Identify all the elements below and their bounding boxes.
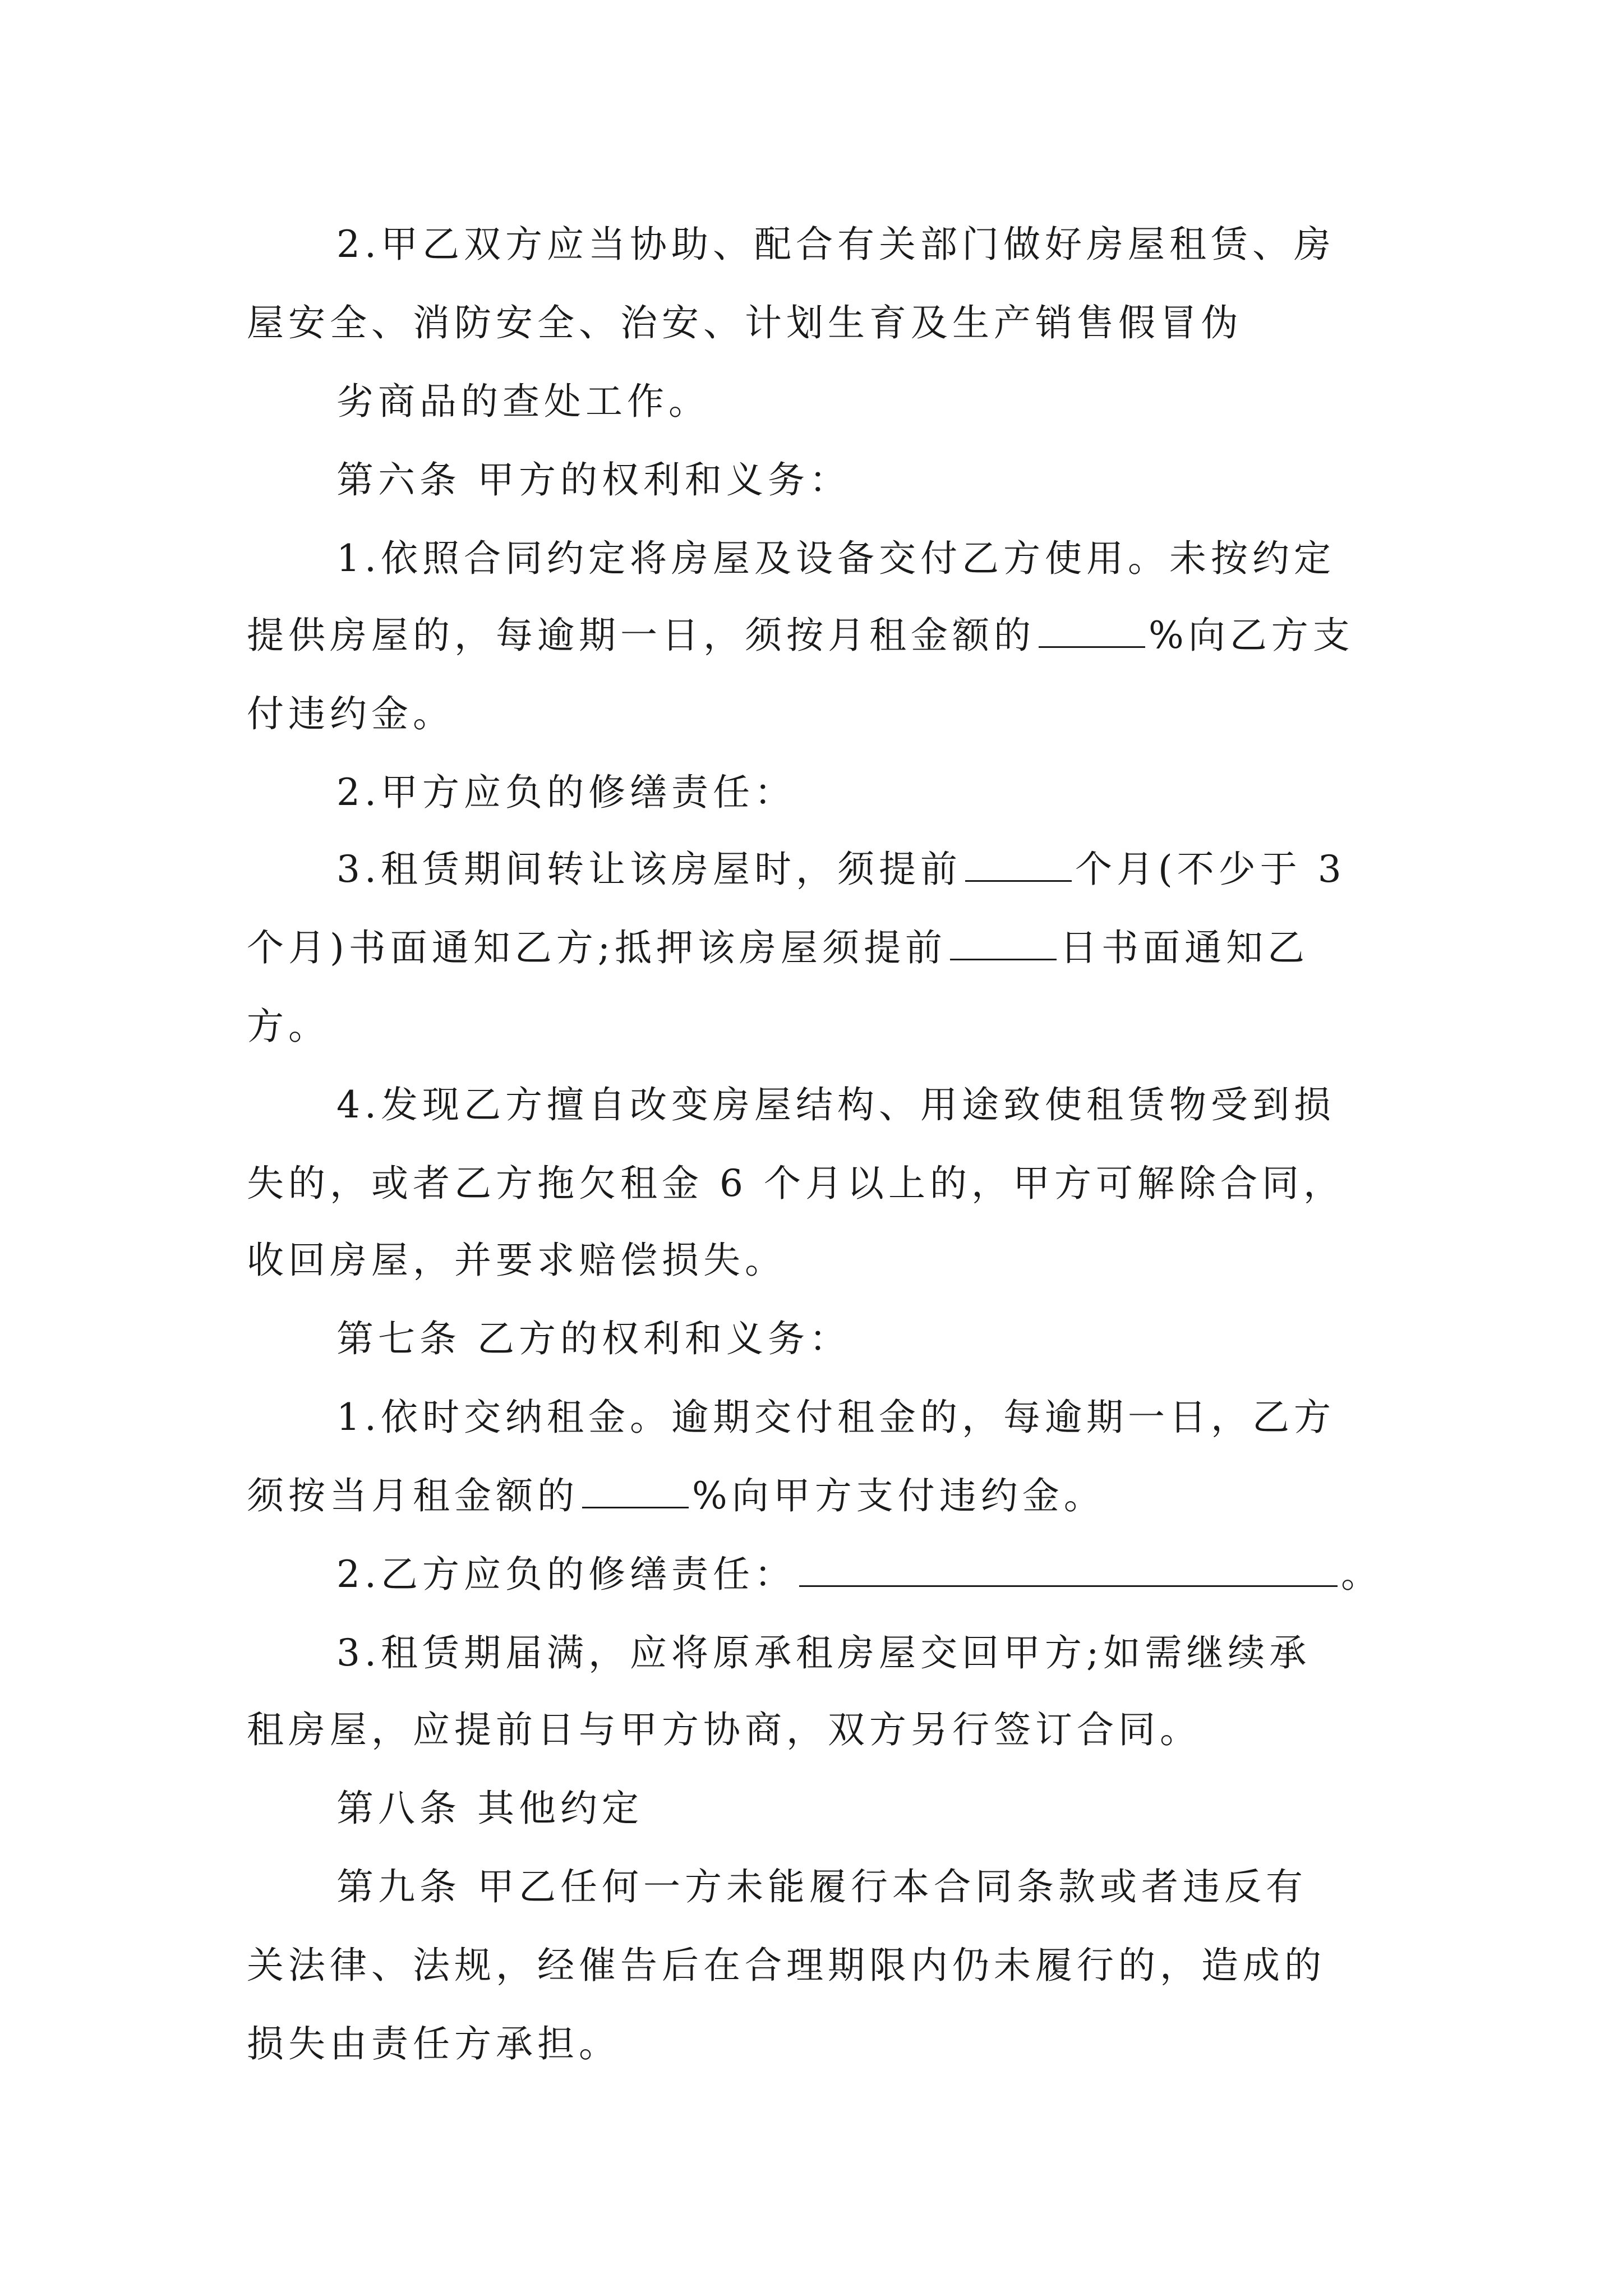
text-line: 关法律、法规，经催告后在合理期限内仍未履行的，造成的 [247, 1944, 1326, 1987]
text-line [247, 608, 1354, 664]
text-line: 租房屋，应提前日与甲方协商，双方另行签订合同。 [247, 1708, 1201, 1751]
text-segment: 日书面通知乙 [1060, 926, 1309, 969]
blank-field [582, 1472, 689, 1508]
text-line: 1.依照合同约定将房屋及设备交付乙方使用。未按约定 [336, 537, 1335, 580]
text-segment: 个月(不少于 3 [1075, 848, 1346, 891]
text-line: 2.甲方应负的修缮责任： [336, 771, 796, 814]
text-line: 付违约金。 [247, 692, 454, 735]
text-line: 方。 [247, 1005, 330, 1048]
text-segment: 2.乙方应负的修缮责任： [336, 1553, 796, 1596]
text-line: 2.甲乙双方应当协助、配合有关部门做好房屋租赁、房 [336, 223, 1335, 266]
text-segment: 3.租赁期间转让该房屋时，须提前 [336, 848, 962, 891]
text-line [247, 920, 1309, 976]
text-line: 劣商品的查处工作。 [336, 380, 710, 423]
section-heading: 第八条 其他约定 [336, 1787, 643, 1830]
text-line [247, 1468, 1105, 1524]
text-segment: 。 [1340, 1553, 1382, 1596]
blank-field [950, 924, 1057, 960]
section-heading: 第九条 甲乙任何一方未能履行本合同条款或者违反有 [336, 1865, 1307, 1908]
blank-field [965, 845, 1072, 882]
text-line: 失的，或者乙方拖欠租金 6 个月以上的，甲方可解除合同， [247, 1162, 1345, 1205]
text-line: 损失由责任方承担。 [247, 2022, 620, 2065]
text-line: 屋安全、消防安全、治安、计划生育及生产销售假冒伪 [247, 301, 1243, 344]
text-segment: 须按当月租金额的 [247, 1474, 579, 1517]
text-segment: 个月)书面通知乙方;抵押该房屋须提前 [247, 926, 947, 969]
text-line: 1.依时交纳租金。逾期交付租金的，每逾期一日，乙方 [336, 1396, 1335, 1439]
text-line: 4.发现乙方擅自改变房屋结构、用途致使租赁物受到损 [336, 1083, 1335, 1126]
blank-field [799, 1550, 1338, 1587]
text-segment: 提供房屋的，每逾期一日，须按月租金额的 [247, 614, 1035, 657]
text-line [336, 841, 1346, 898]
text-line: 3.租赁期届满，应将原承租房屋交回甲方;如需继续承 [336, 1631, 1311, 1674]
section-heading: 第七条 乙方的权利和义务： [336, 1317, 851, 1360]
text-line [336, 1547, 1382, 1603]
text-segment: %向甲方支付违约金。 [692, 1474, 1105, 1517]
text-segment: %向乙方支 [1149, 614, 1354, 657]
blank-field [1039, 611, 1145, 648]
text-line: 收回房屋，并要求赔偿损失。 [247, 1239, 786, 1282]
section-heading: 第六条 甲方的权利和义务： [336, 458, 851, 501]
